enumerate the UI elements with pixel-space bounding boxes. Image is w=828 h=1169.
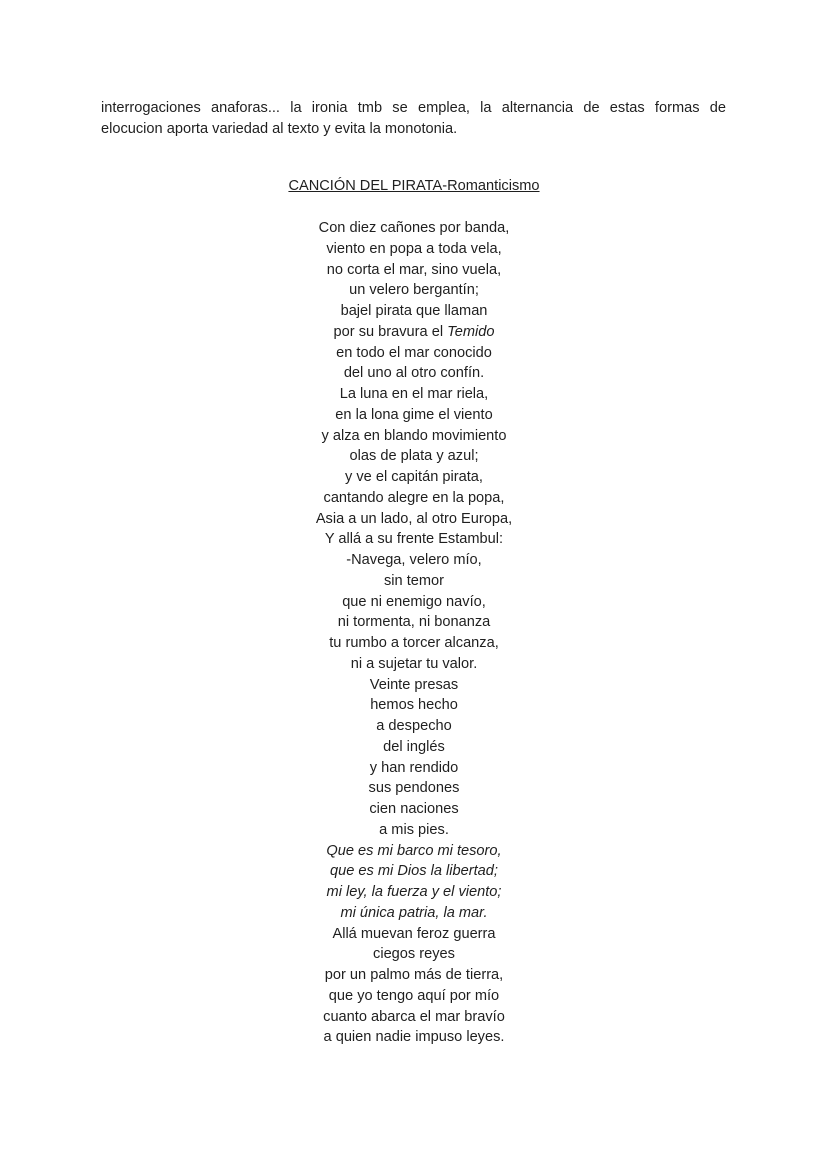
poem-verse — [0, 861, 828, 882]
poem-verse — [0, 882, 828, 903]
verse-text: un velero bergantín; — [349, 282, 479, 299]
poem-verse — [0, 799, 828, 820]
verse-text: Y allá a su frente Estambul: — [324, 531, 504, 548]
poem-verse — [0, 405, 828, 426]
verse-text: sin temor — [383, 572, 444, 589]
poem-verse — [0, 488, 828, 509]
verse-text: cuanto abarca el mar bravío — [323, 1008, 505, 1025]
verse-text: Con diez cañones por banda, — [318, 220, 510, 236]
verse-text: cantando alegre en la popa, — [323, 489, 505, 506]
verse-text: a mis pies. — [379, 821, 449, 838]
poem-verse — [0, 612, 828, 633]
verse-text: que ni enemigo navío, — [342, 593, 486, 610]
poem-verse — [0, 218, 828, 239]
verse-text: cien naciones — [369, 801, 459, 817]
poem-verse — [0, 1027, 828, 1048]
poem-verse — [0, 301, 828, 322]
poem-title — [0, 176, 828, 197]
verse-text: por su bravura el — [333, 323, 448, 340]
poem-verse — [0, 903, 828, 924]
verse-text: del inglés — [383, 738, 445, 755]
intro-paragraph — [101, 98, 726, 140]
verse-text: ni a sujetar tu valor. — [350, 655, 478, 672]
poem-verse — [0, 446, 828, 467]
poem-verse — [0, 529, 828, 550]
poem-verse — [0, 716, 828, 737]
poem-verse — [0, 343, 828, 364]
poem-verse — [0, 509, 828, 530]
poem-verse — [0, 758, 828, 779]
verse-text: por un palmo más de tierra, — [324, 967, 504, 983]
verse-text: y ve el capitán pirata, — [345, 469, 483, 485]
verse-text: Que es mi barco mi tesoro, — [326, 842, 502, 859]
verse-text: Allá muevan feroz guerra — [332, 925, 496, 942]
verse-text: en la lona gime el viento — [335, 406, 493, 423]
poem-verse — [0, 965, 828, 986]
poem-verse — [0, 571, 828, 592]
verse-text: que yo tengo aquí por mío — [328, 987, 500, 1004]
verse-text: bajel pirata que llaman — [340, 303, 488, 319]
verse-text: hemos hecho — [370, 697, 458, 714]
poem-verse — [0, 778, 828, 799]
poem-verse — [0, 363, 828, 384]
verse-text: a despecho — [376, 718, 452, 734]
poem-verse — [0, 841, 828, 862]
verse-text: La luna en el mar riela, — [339, 386, 489, 402]
verse-text: y han rendido — [369, 759, 459, 776]
verse-text: -Navega, velero mío, — [346, 552, 482, 568]
poem-verse — [0, 820, 828, 841]
verse-text: mi única patria, la mar. — [340, 904, 488, 921]
verse-text: Veinte presas — [369, 676, 459, 693]
poem-verse — [0, 550, 828, 571]
poem-verse — [0, 675, 828, 696]
verse-text: en todo el mar conocido — [336, 344, 492, 361]
verse-text: sus pendones — [368, 780, 460, 797]
verse-text: ni tormenta, ni bonanza — [337, 614, 491, 631]
verse-text: no corta el mar, sino vuela, — [326, 261, 502, 278]
poem-verse — [0, 986, 828, 1007]
poem-title-text: CANCIÓN DEL PIRATA-Romanticismo — [288, 178, 540, 194]
poem-verse — [0, 1007, 828, 1028]
poem-verse — [0, 654, 828, 675]
poem-verse — [0, 384, 828, 405]
poem-verse — [0, 260, 828, 281]
verse-emphasis: Temido — [447, 323, 495, 340]
poem-verse — [0, 737, 828, 758]
poem-verse — [0, 695, 828, 716]
verse-text: del uno al otro confín. — [343, 365, 485, 382]
verse-text: que es mi Dios la libertad; — [330, 863, 498, 880]
poem-verse — [0, 467, 828, 488]
poem-body — [0, 218, 828, 1048]
verse-text: olas de plata y azul; — [349, 448, 479, 465]
poem-verse — [0, 944, 828, 965]
poem-verse — [0, 239, 828, 260]
verse-text: a quien nadie impuso leyes. — [323, 1029, 505, 1046]
verse-text: ciegos reyes — [373, 946, 455, 963]
poem-verse — [0, 280, 828, 301]
poem-verse — [0, 924, 828, 945]
poem-verse — [0, 592, 828, 613]
intro-line: elocucion aporta variedad al texto y evita la monotonia. — [101, 121, 458, 137]
poem-verse — [0, 322, 828, 343]
verse-text: mi ley, la fuerza y el viento; — [326, 884, 502, 900]
poem-verse — [0, 426, 828, 447]
verse-text: tu rumbo a torcer alcanza, — [329, 635, 499, 651]
verse-text: Asia a un lado, al otro Europa, — [315, 510, 513, 527]
poem-verse — [0, 633, 828, 654]
verse-text: viento en popa a toda vela, — [326, 240, 502, 257]
verse-text: y alza en blando movimiento — [321, 427, 507, 444]
intro-line: interrogaciones anaforas... la ironia tmb se emplea, la alternancia de estas formas de — [101, 100, 726, 116]
